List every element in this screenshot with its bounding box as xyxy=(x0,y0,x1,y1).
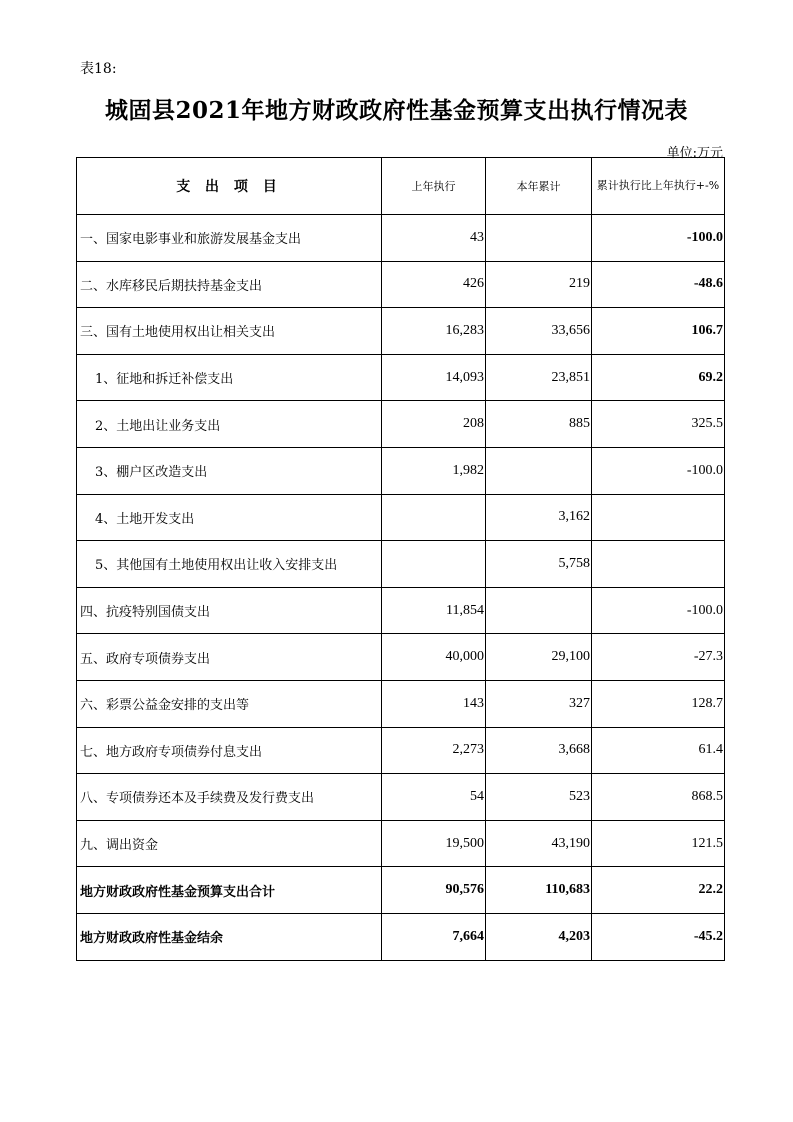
row-current-year xyxy=(486,587,592,634)
row-prev-year: 90,576 xyxy=(382,867,486,914)
row-prev-year xyxy=(382,494,486,541)
row-prev-year: 11,854 xyxy=(382,587,486,634)
table-row xyxy=(77,634,725,681)
row-change-percent: 69.2 xyxy=(592,354,725,401)
row-name: 5、其他国有土地使用权出让收入安排支出 xyxy=(77,541,382,588)
row-prev-year: 40,000 xyxy=(382,634,486,681)
header-current-year: 本年累计 xyxy=(486,158,592,215)
row-change-percent xyxy=(592,494,725,541)
row-name: 地方财政政府性基金预算支出合计 xyxy=(77,867,382,914)
row-current-year xyxy=(486,215,592,262)
row-prev-year: 43 xyxy=(382,215,486,262)
row-name: 1、征地和拆迁补偿支出 xyxy=(77,354,382,401)
row-name: 4、土地开发支出 xyxy=(77,494,382,541)
row-prev-year: 2,273 xyxy=(382,727,486,774)
row-prev-year: 14,093 xyxy=(382,354,486,401)
row-name: 一、国家电影事业和旅游发展基金支出 xyxy=(77,215,382,262)
table-row xyxy=(77,401,725,448)
row-change-percent: 325.5 xyxy=(592,401,725,448)
table-row xyxy=(77,541,725,588)
table-row xyxy=(77,261,725,308)
table-row xyxy=(77,354,725,401)
row-prev-year: 426 xyxy=(382,261,486,308)
table-row xyxy=(77,587,725,634)
table-row xyxy=(77,867,725,914)
table-row xyxy=(77,820,725,867)
row-change-percent: -100.0 xyxy=(592,215,725,262)
table-row xyxy=(77,308,725,355)
table-row xyxy=(77,447,725,494)
row-change-percent: -100.0 xyxy=(592,587,725,634)
row-name: 三、国有土地使用权出让相关支出 xyxy=(77,308,382,355)
row-change-percent: -48.6 xyxy=(592,261,725,308)
row-change-percent: 61.4 xyxy=(592,727,725,774)
row-name: 七、地方政府专项债券付息支出 xyxy=(77,727,382,774)
row-prev-year: 19,500 xyxy=(382,820,486,867)
row-change-percent: 22.2 xyxy=(592,867,725,914)
row-current-year: 3,162 xyxy=(486,494,592,541)
row-name: 二、水库移民后期扶持基金支出 xyxy=(77,261,382,308)
row-prev-year: 16,283 xyxy=(382,308,486,355)
row-current-year: 885 xyxy=(486,401,592,448)
row-current-year: 4,203 xyxy=(486,913,592,960)
table-row xyxy=(77,215,725,262)
row-current-year: 327 xyxy=(486,680,592,727)
row-change-percent: 106.7 xyxy=(592,308,725,355)
row-name: 2、土地出让业务支出 xyxy=(77,401,382,448)
row-name: 地方财政政府性基金结余 xyxy=(77,913,382,960)
row-current-year: 43,190 xyxy=(486,820,592,867)
table-row xyxy=(77,727,725,774)
row-current-year: 219 xyxy=(486,261,592,308)
row-name: 六、彩票公益金安排的支出等 xyxy=(77,680,382,727)
header-item: 支 出 项 目 xyxy=(77,158,382,215)
row-change-percent: -100.0 xyxy=(592,447,725,494)
row-change-percent: 121.5 xyxy=(592,820,725,867)
row-name: 四、抗疫特别国债支出 xyxy=(77,587,382,634)
row-prev-year xyxy=(382,541,486,588)
row-current-year xyxy=(486,447,592,494)
row-change-percent: -27.3 xyxy=(592,634,725,681)
table-body xyxy=(77,215,725,961)
header-change-percent: 累计执行比上年执行+-% xyxy=(592,158,725,215)
row-change-percent: 128.7 xyxy=(592,680,725,727)
row-current-year: 23,851 xyxy=(486,354,592,401)
row-change-percent: 868.5 xyxy=(592,774,725,821)
table-row xyxy=(77,913,725,960)
row-current-year: 33,656 xyxy=(486,308,592,355)
row-current-year: 523 xyxy=(486,774,592,821)
table-row xyxy=(77,680,725,727)
row-current-year: 5,758 xyxy=(486,541,592,588)
page-title: 城固县2021年地方财政政府性基金预算支出执行情况表 xyxy=(104,97,688,124)
table-row xyxy=(77,774,725,821)
row-change-percent: -45.2 xyxy=(592,913,725,960)
table-number-label: 表18: xyxy=(80,61,117,77)
row-prev-year: 143 xyxy=(382,680,486,727)
row-name: 五、政府专项债券支出 xyxy=(77,634,382,681)
row-current-year: 110,683 xyxy=(486,867,592,914)
row-prev-year: 1,982 xyxy=(382,447,486,494)
row-prev-year: 208 xyxy=(382,401,486,448)
row-name: 3、棚户区改造支出 xyxy=(77,447,382,494)
row-current-year: 3,668 xyxy=(486,727,592,774)
table-row xyxy=(77,494,725,541)
row-prev-year: 54 xyxy=(382,774,486,821)
expenditure-table xyxy=(76,157,725,961)
table-header-row xyxy=(77,158,725,215)
row-name: 九、调出资金 xyxy=(77,820,382,867)
row-current-year: 29,100 xyxy=(486,634,592,681)
row-change-percent xyxy=(592,541,725,588)
row-prev-year: 7,664 xyxy=(382,913,486,960)
header-prev-year: 上年执行 xyxy=(382,158,486,215)
unit-label: 单位:万元 xyxy=(666,146,723,161)
row-name: 八、专项债券还本及手续费及发行费支出 xyxy=(77,774,382,821)
